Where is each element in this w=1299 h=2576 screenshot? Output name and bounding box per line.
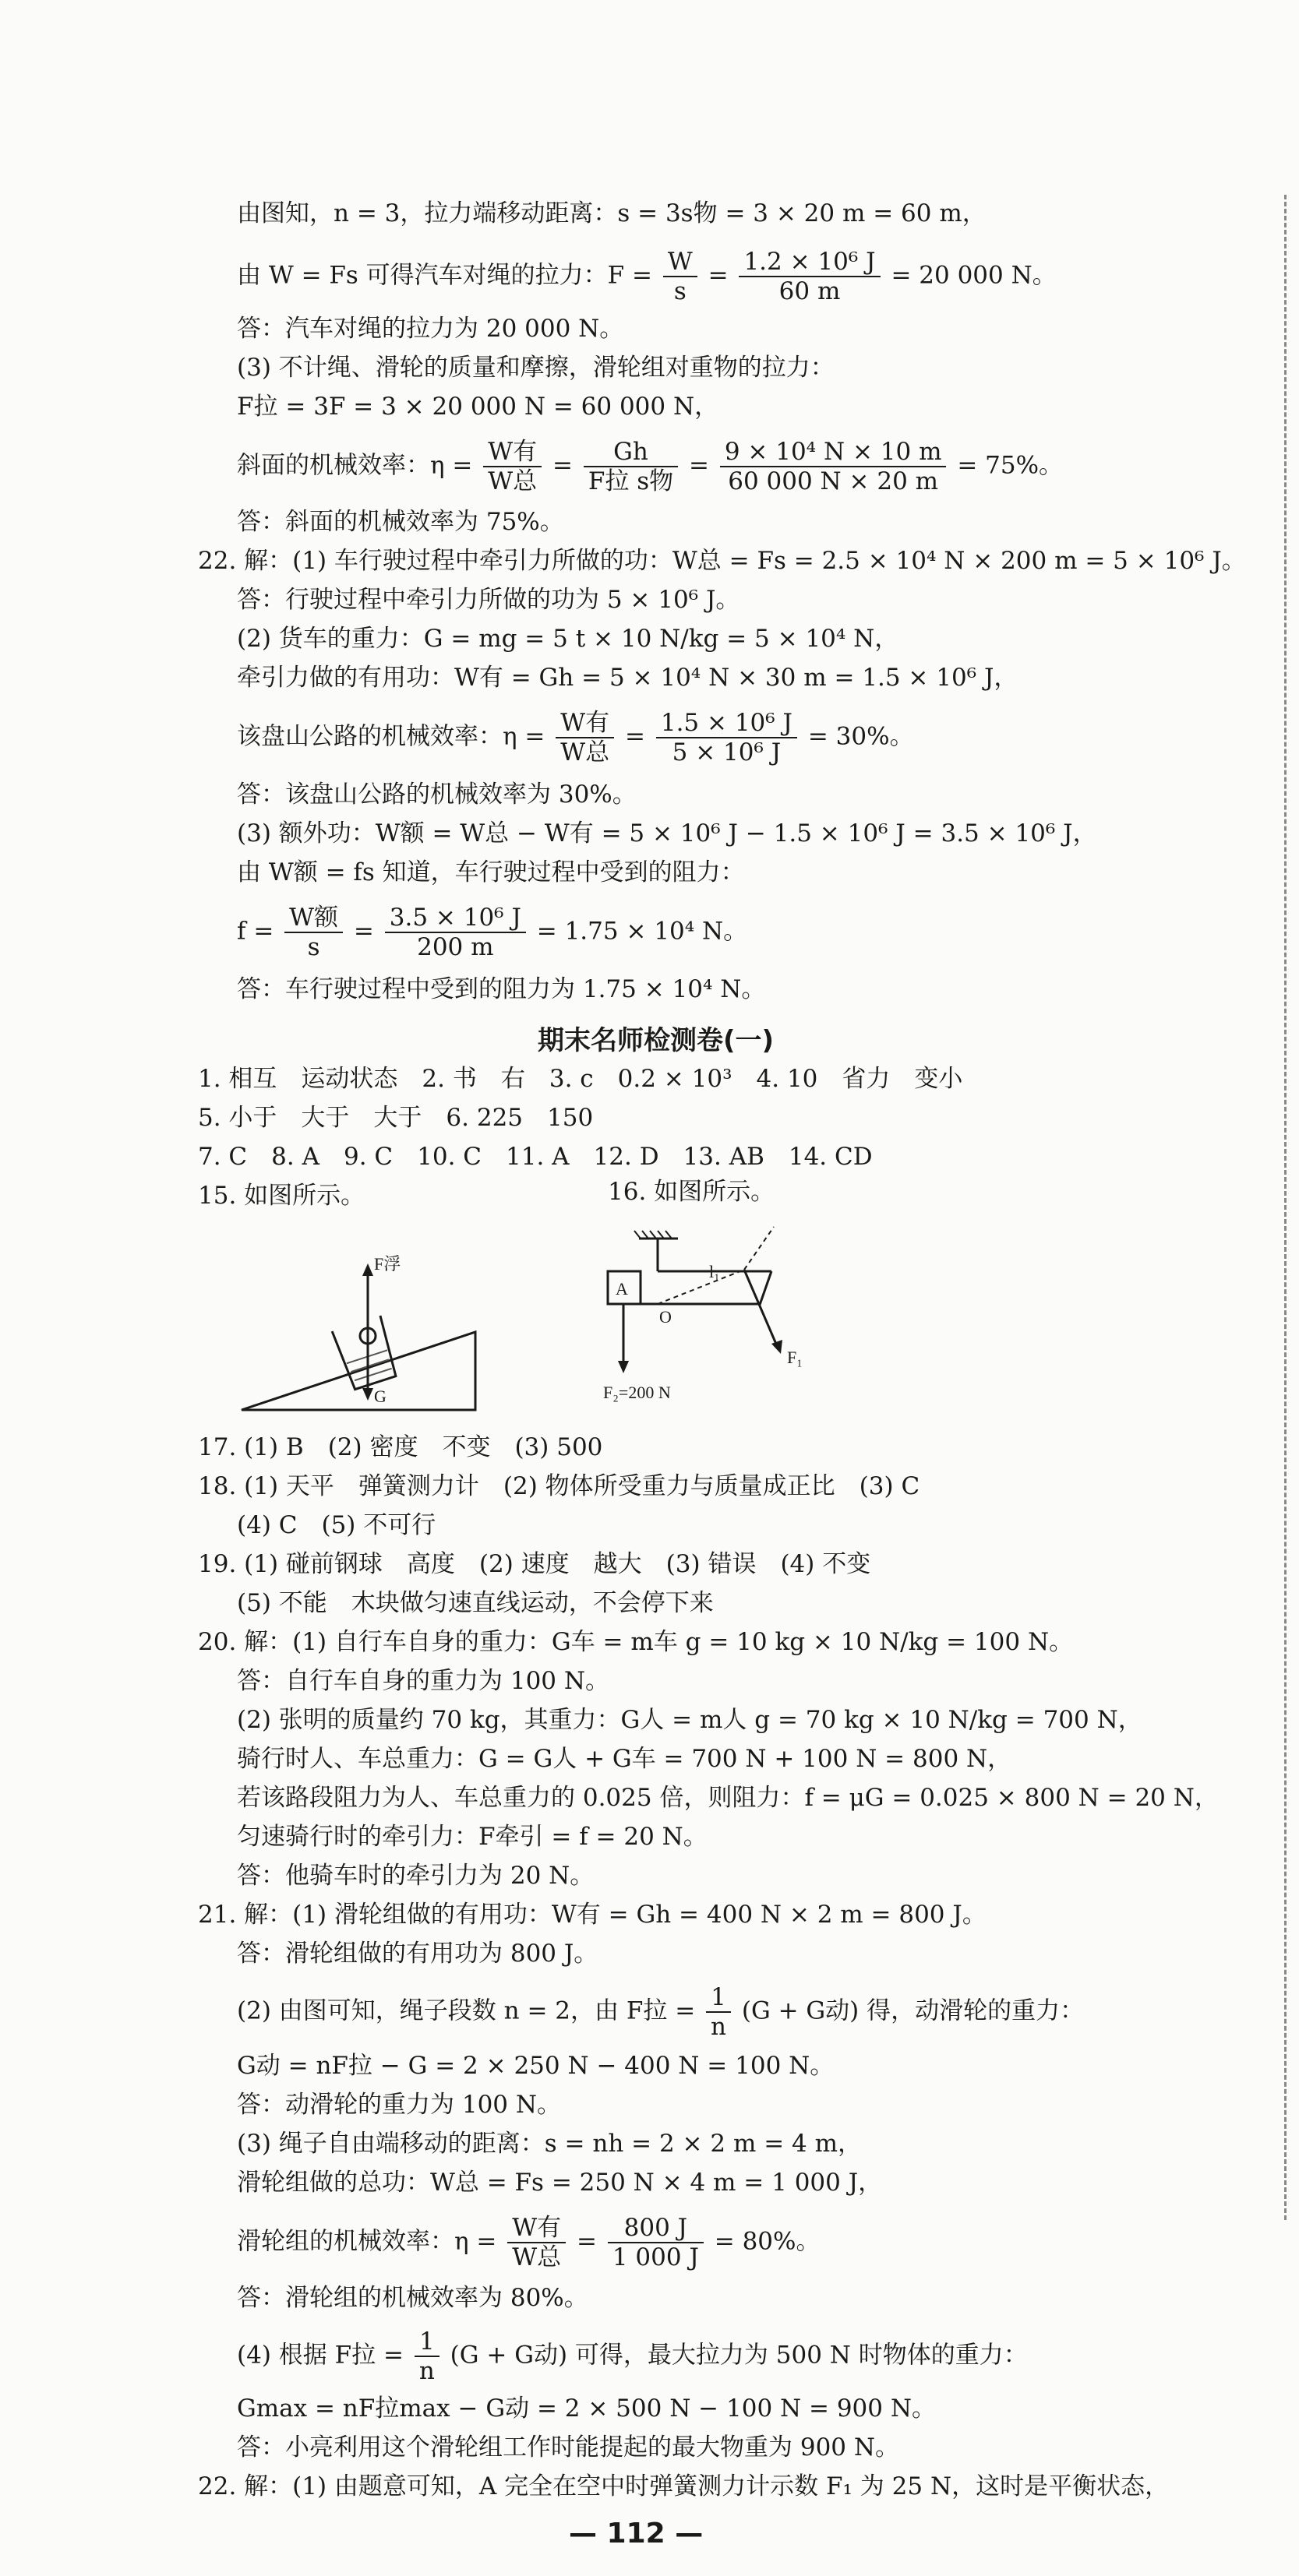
denominator: 1 000 J <box>612 2243 699 2271</box>
denominator: F拉 s物 <box>588 467 674 495</box>
text-line: Gmax = nF拉max − G动 = 2 × 500 N − 100 N = 900 N。 <box>237 2395 936 2423</box>
text-line: (2) 张明的质量约 70 kg，其重力：G人 = m人 g = 70 kg × 10 N/kg = 700 N， <box>237 1706 1142 1734</box>
answer-line: 1. 相互 运动状态 2. 书 右 3. c 0.2 × 10³ 4. 10 省力 变小 <box>198 1065 963 1093</box>
denominator: 200 m <box>417 933 494 961</box>
formula-line <box>237 1983 1084 2041</box>
numerator: W有 <box>556 709 614 738</box>
numerator: W额 <box>284 904 343 933</box>
figure-16 <box>592 1223 826 1425</box>
arrow-head <box>362 1263 373 1276</box>
answer-line: 5. 小于 大于 大于 6. 225 150 <box>198 1104 594 1132</box>
text: f = <box>237 917 274 946</box>
answer-line: 16. 如图所示。 <box>608 1178 775 1206</box>
line-of-action <box>744 1227 774 1270</box>
text: = 1.75 × 10⁴ N。 <box>536 917 748 946</box>
fraction <box>385 904 526 961</box>
text-line: 21. 解：(1) 滑轮组做的有用功：W有 = Gh = 400 N × 2 m = 800 J。 <box>198 1901 987 1929</box>
fraction <box>720 438 947 495</box>
text-line: (3) 绳子自由端移动的距离：s = nh = 2 × 2 m = 4 m， <box>237 2130 863 2158</box>
numerator: 1.2 × 10⁶ J <box>739 248 880 277</box>
text-line: 答：斜面的机械效率为 75%。 <box>237 508 564 536</box>
text: (4) 根据 F拉 = <box>237 2341 404 2370</box>
formula-line <box>237 438 1063 495</box>
text-line: 匀速骑行时的牵引力：F牵引 = f = 20 N。 <box>237 1823 708 1851</box>
text: 由 W = Fs 可得汽车对绳的拉力：F = <box>237 261 653 290</box>
formula-line <box>237 248 1057 305</box>
text-line: 牵引力做的有用功：W有 = Gh = 5 × 10⁴ N × 30 m = 1.5 × 10⁶ J， <box>237 664 1018 692</box>
label-o: O <box>659 1307 672 1327</box>
text: = <box>708 261 729 290</box>
text-line: 答：小亮利用这个滑轮组工作时能提起的最大物重为 900 N。 <box>237 2433 899 2461</box>
fraction <box>556 709 614 766</box>
text-line: 骑行时人、车总重力：G = G人 + G车 = 700 N + 100 N = 800 N， <box>237 1745 1012 1773</box>
fraction <box>656 709 797 766</box>
denominator: 5 × 10⁶ J <box>672 738 782 766</box>
denominator: s <box>673 277 687 305</box>
label-a: A <box>616 1279 628 1299</box>
fraction <box>663 248 697 305</box>
text-line: 20. 解：(1) 自行车自身的重力：G车 = m车 g = 10 kg × 10 N/kg = 100 N。 <box>198 1628 1074 1656</box>
text-line: 答：该盘山公路的机械效率为 30%。 <box>237 781 637 809</box>
f1-arrow <box>744 1270 778 1348</box>
text: = <box>688 451 709 480</box>
container <box>332 1316 400 1390</box>
numerator: 800 J <box>608 2214 704 2243</box>
denominator: n <box>418 2357 435 2385</box>
fraction <box>739 248 880 305</box>
answer-line: 19. (1) 碰前钢球 高度 (2) 速度 越大 (3) 错误 (4) 不变 <box>198 1550 871 1578</box>
text: = 20 000 N。 <box>891 261 1057 290</box>
text: (G + G动) 得，动滑轮的重力： <box>741 1996 1085 2025</box>
text-line: F拉 = 3F = 3 × 20 000 N = 60 000 N， <box>237 393 719 421</box>
fraction <box>415 2328 439 2385</box>
numerator: 1.5 × 10⁶ J <box>656 709 797 738</box>
text: = <box>552 451 573 480</box>
text-line: 答：汽车对绳的拉力为 20 000 N。 <box>237 315 624 343</box>
fraction <box>584 438 678 495</box>
formula-line <box>237 2328 1028 2385</box>
text: = <box>625 722 645 751</box>
text: 该盘山公路的机械效率：η = <box>237 722 545 751</box>
answer-line: 18. (1) 天平 弹簧测力计 (2) 物体所受重力与质量成正比 (3) C <box>198 1472 920 1500</box>
section-title: 期末名师检测卷(一) <box>538 1025 775 1056</box>
answer-line: 15. 如图所示。 <box>198 1182 365 1210</box>
text-line: G动 = nF拉 − G = 2 × 250 N − 400 N = 100 N。 <box>237 2052 835 2080</box>
label-l1: l₁ <box>709 1262 720 1281</box>
text-line: 由 W额 = fs 知道，车行驶过程中受到的阻力： <box>237 858 745 886</box>
answer-line: (4) C (5) 不可行 <box>237 1511 436 1539</box>
text: (G + G动) 可得，最大拉力为 500 N 时物体的重力： <box>450 2341 1028 2370</box>
fraction <box>483 438 542 495</box>
text: = <box>577 2227 597 2256</box>
text-line: 答：他骑车时的牵引力为 20 N。 <box>237 1862 595 1890</box>
formula-line <box>237 904 747 961</box>
fraction <box>706 1983 731 2041</box>
text: = 75%。 <box>957 451 1064 480</box>
text: 斜面的机械效率：η = <box>237 451 473 480</box>
numerator: 3.5 × 10⁶ J <box>385 904 526 933</box>
text-line: 答：自行车自身的重力为 100 N。 <box>237 1667 610 1695</box>
text-line: 答：滑轮组做的有用功为 800 J。 <box>237 1940 598 1968</box>
numerator: W有 <box>483 438 542 467</box>
answer-line: (5) 不能 木块做匀速直线运动，不会停下来 <box>237 1589 714 1617</box>
text: = 80%。 <box>714 2227 821 2256</box>
numerator: W有 <box>507 2214 566 2243</box>
denominator: W总 <box>512 2243 562 2271</box>
label-f2: F₂=200 N <box>603 1383 671 1402</box>
text-line: (3) 不计绳、滑轮的质量和摩擦，滑轮组对重物的拉力： <box>237 354 835 382</box>
arrow-head <box>771 1340 782 1354</box>
answer-line: 7. C 8. A 9. C 10. C 11. A 12. D 13. AB 14. CD <box>198 1143 873 1171</box>
denominator: s <box>307 933 320 961</box>
text-line: 22. 解：(1) 车行驶过程中牵引力所做的功：W总 = Fs = 2.5 × 10⁴ N × 200 m = 5 × 10⁶ J。 <box>198 547 1246 575</box>
label-g: G <box>374 1387 387 1406</box>
formula-line <box>237 709 914 766</box>
text-line: (3) 额外功：W额 = W总 − W有 = 5 × 10⁶ J − 1.5 × 10⁶ J = 3.5 × 10⁶ J， <box>237 819 1097 848</box>
denominator: W总 <box>560 738 610 766</box>
text-line: 由图知，n = 3，拉力端移动距离：s = 3s物 = 3 × 20 m = 60 m， <box>237 199 987 227</box>
denominator: 60 m <box>778 277 841 305</box>
numerator: 1 <box>706 1983 731 2013</box>
text: = <box>353 917 374 946</box>
text-line: 22. 解：(1) 由题意可知，A 完全在空中时弹簧测力计示数 F₁ 为 25 N，这时是平衡状态， <box>198 2472 1170 2500</box>
label-f-buoyancy: F浮 <box>374 1254 401 1274</box>
text-line: 答：动滑轮的重力为 100 N。 <box>237 2091 562 2119</box>
fraction <box>284 904 343 961</box>
text: = 30%。 <box>807 722 914 751</box>
fraction <box>608 2214 704 2271</box>
figure-15 <box>234 1246 491 1425</box>
numerator: Gh <box>584 438 678 467</box>
text-line: (2) 货车的重力：G = mg = 5 t × 10 N/kg = 5 × 10⁴ N， <box>237 625 899 653</box>
denominator: n <box>711 2013 727 2041</box>
water-lines <box>347 1350 394 1381</box>
lever-arm-l1 <box>658 1270 744 1304</box>
denominator: 60 000 N × 20 m <box>728 467 939 495</box>
text: 滑轮组的机械效率：η = <box>237 2227 497 2256</box>
arrow-head <box>618 1361 629 1373</box>
incline <box>242 1332 475 1410</box>
margin-dashed-line <box>1284 195 1287 2220</box>
answer-line: 17. (1) B (2) 密度 不变 (3) 500 <box>198 1433 603 1461</box>
numerator: 9 × 10⁴ N × 10 m <box>720 438 947 467</box>
formula-line <box>237 2214 820 2271</box>
numerator: W <box>663 248 697 277</box>
arrow-head <box>362 1388 373 1401</box>
text-line: 答：行驶过程中牵引力所做的功为 5 × 10⁶ J。 <box>237 586 740 614</box>
page-number: — 112 — <box>569 2518 704 2550</box>
denominator: W总 <box>488 467 538 495</box>
text: (2) 由图可知，绳子段数 n = 2，由 F拉 = <box>237 1996 696 2025</box>
numerator: 1 <box>415 2328 439 2357</box>
right-edge <box>760 1271 771 1305</box>
label-f1: F₁ <box>787 1348 803 1367</box>
text-line: 滑轮组做的总功：W总 = Fs = 250 N × 4 m = 1 000 J， <box>237 2169 883 2197</box>
text-line: 若该路段阻力为人、车总重力的 0.025 倍，则阻力：f = μG = 0.025 × 800 N = 20 N， <box>237 1784 1219 1812</box>
text-line: 答：车行驶过程中受到的阻力为 1.75 × 10⁴ N。 <box>237 975 766 1003</box>
fraction <box>507 2214 566 2271</box>
text-line: 答：滑轮组的机械效率为 80%。 <box>237 2284 588 2312</box>
